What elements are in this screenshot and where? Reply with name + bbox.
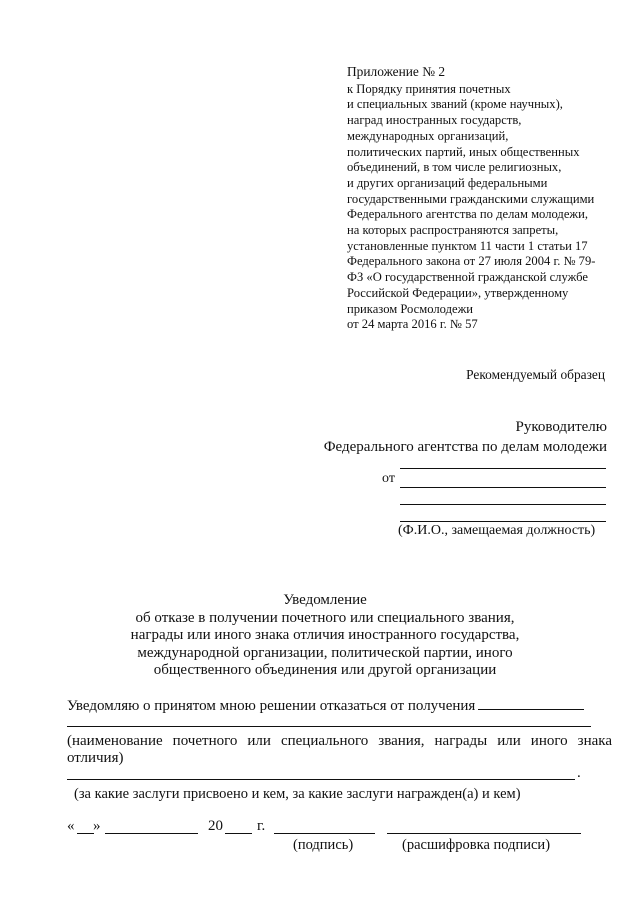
open-quote: « bbox=[67, 818, 75, 834]
notice-heading bbox=[60, 592, 590, 680]
appendix-line: Российской Федерации», утвержденному bbox=[347, 285, 569, 300]
appendix-line: политических партий, иных общественных bbox=[347, 144, 580, 159]
merit-fill-line bbox=[67, 779, 575, 780]
appendix-line: Федерального закона от 27 июля 2004 г. № 79- bbox=[347, 254, 596, 269]
appendix-line: объединений, в том числе религиозных, bbox=[347, 160, 562, 175]
notice-line: общественного объединения или другой организации bbox=[153, 662, 497, 678]
award-fill-line bbox=[67, 726, 591, 727]
notice-line: международной организации, политической партии, иного bbox=[137, 644, 513, 661]
signature-decode-blank bbox=[387, 833, 581, 834]
notice-line: об отказе в получении почетного или специального звания, bbox=[135, 609, 515, 626]
addressee-agency: Федерального агентства по делам молодежи bbox=[323, 439, 607, 455]
recommended-sample-label: Рекомендуемый образец bbox=[466, 367, 605, 382]
appendix-line: на которых распространяются запреты, bbox=[347, 223, 559, 238]
addressee-block bbox=[324, 417, 607, 457]
year-prefix: 20 bbox=[208, 818, 223, 834]
month-blank bbox=[105, 833, 198, 834]
sender-line bbox=[400, 487, 606, 488]
award-blank-line bbox=[478, 695, 584, 710]
year-blank bbox=[225, 833, 252, 834]
signature-caption: (подпись) bbox=[293, 837, 354, 853]
appendix-line: Федерального агентства по делам молодежи, bbox=[347, 207, 588, 222]
appendix-line: международных организаций, bbox=[347, 128, 509, 143]
merit-line-dot: . bbox=[577, 765, 581, 781]
appendix-line: установленные пунктом 11 части 1 статьи 17 bbox=[347, 238, 588, 253]
appendix-line: приказом Росмолодежи bbox=[347, 301, 474, 316]
notice-line: награды или иного знака отличия иностранного государства, bbox=[130, 627, 520, 643]
refusal-statement-text: Уведомляю о принятом мною решении отказаться от получения bbox=[67, 698, 476, 714]
merit-caption: (за какие заслуги присвоено и кем, за какие заслуги награжден(а) и кем) bbox=[74, 786, 521, 802]
appendix-line: от 24 марта 2016 г. № 57 bbox=[347, 317, 478, 332]
notice-title: Уведомление bbox=[283, 592, 367, 608]
appendix-line: к Порядку принятия почетных bbox=[347, 81, 511, 96]
signature-blank bbox=[274, 833, 375, 834]
appendix-line: государственными гражданскими служащими bbox=[347, 191, 595, 206]
sender-line bbox=[400, 521, 606, 522]
appendix-line: ФЗ «О государственной гражданской службе bbox=[347, 270, 588, 285]
refusal-statement bbox=[67, 695, 584, 715]
appendix-line: наград иностранных государств, bbox=[347, 113, 522, 128]
from-label: от bbox=[382, 471, 395, 486]
award-caption: (наименование почетного или специального звания, награды или иного знака отличия) bbox=[67, 733, 612, 766]
signature-decode-caption: (расшифровка подписи) bbox=[402, 837, 551, 853]
close-quote: » bbox=[93, 818, 101, 834]
sender-caption: (Ф.И.О., замещаемая должность) bbox=[398, 523, 596, 538]
addressee-title: Руководителю bbox=[515, 419, 607, 435]
day-blank bbox=[77, 833, 94, 834]
appendix-line: и других организаций федеральными bbox=[347, 175, 548, 190]
sender-line bbox=[400, 468, 606, 469]
sender-line bbox=[400, 504, 606, 505]
appendix-block bbox=[347, 64, 617, 333]
year-suffix: г. bbox=[257, 818, 266, 834]
appendix-line: и специальных званий (кроме научных), bbox=[347, 97, 563, 112]
appendix-title: Приложение № 2 bbox=[347, 64, 446, 79]
